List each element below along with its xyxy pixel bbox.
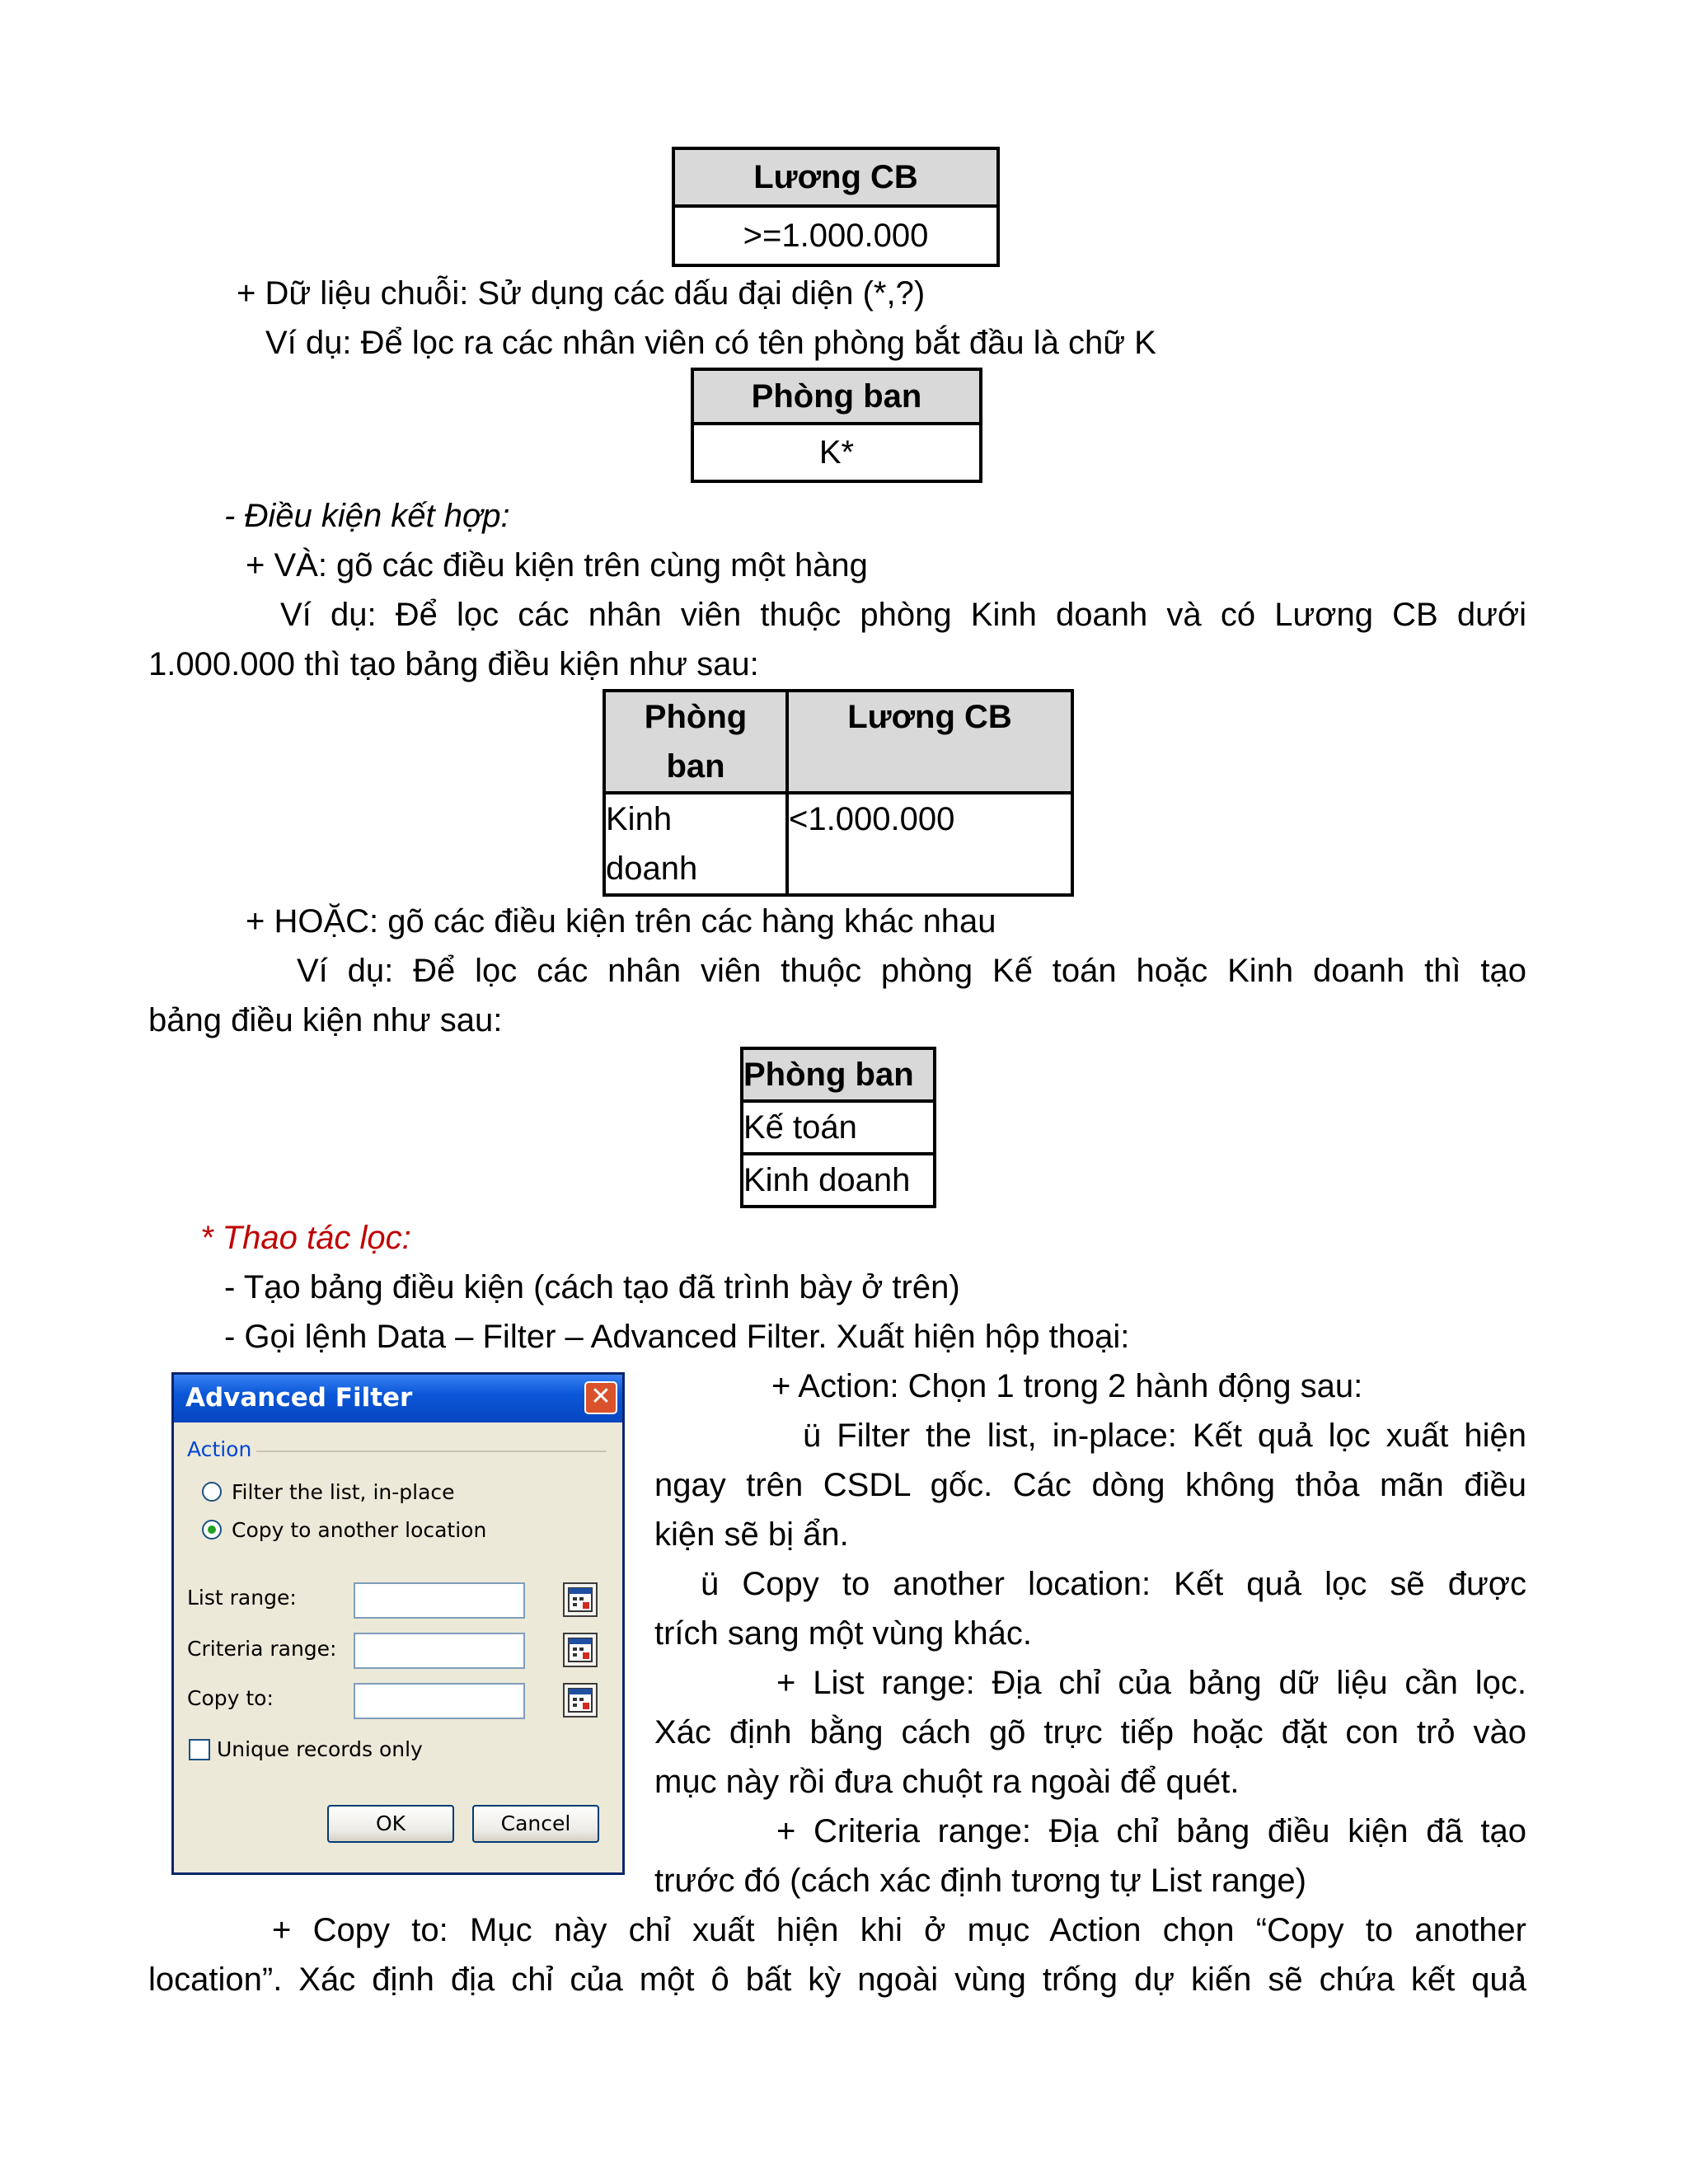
criteria-table-hoac: [740, 1047, 936, 1208]
advanced-filter-dialog: [171, 1372, 625, 1875]
group-divider: [256, 1451, 607, 1452]
text-line: + HOẶC: gõ các điều kiện trên các hàng khác nhau: [246, 903, 996, 940]
text-line: mục này rồi đưa chuột ra ngoài để quét.: [654, 1764, 1240, 1800]
criteria-range-input[interactable]: [354, 1633, 525, 1669]
text-line: location”. Xác định địa chỉ của một ô bất kỳ ngoài vùng trống dự kiến sẽ chứa kết quả: [148, 1961, 1526, 1998]
text-line: trích sang một vùng khác.: [654, 1615, 1033, 1652]
text-line: trước đó (cách xác định tương tự List range): [654, 1863, 1306, 1899]
close-icon[interactable]: ✕: [584, 1381, 617, 1414]
list-range-input[interactable]: [354, 1582, 525, 1619]
list-range-picker-icon[interactable]: [563, 1582, 598, 1617]
section-heading: - Điều kiện kết hợp:: [224, 498, 510, 534]
text-line: kiện sẽ bị ẩn.: [654, 1516, 849, 1553]
text-line: + VÀ: gõ các điều kiện trên cùng một hàng: [246, 547, 868, 583]
copy-to-label: Copy to:: [187, 1686, 274, 1710]
criteria-range-label: Criteria range:: [187, 1637, 337, 1661]
text-line: Ví dụ: Để lọc các nhân viên thuộc phòng Kinh doanh và có Lương CB dưới: [280, 597, 1526, 633]
cancel-button[interactable]: Cancel: [472, 1805, 599, 1843]
text-line: + Action: Chọn 1 trong 2 hành động sau:: [771, 1368, 1363, 1404]
cell-line: doanh: [606, 851, 698, 887]
text-line: ü Copy to another location: Kết quả lọc sẽ được: [701, 1566, 1526, 1602]
table-cell: <1.000.000: [787, 793, 1072, 895]
criteria-table-va: [603, 689, 1074, 897]
table-cell: Kế toán: [742, 1101, 935, 1154]
text-line: + Copy to: Mục này chỉ xuất hiện khi ở mục Action chọn “Copy to another: [272, 1912, 1526, 1948]
criteria-table-luong: [672, 147, 1000, 267]
header-line: ban: [666, 748, 725, 785]
copy-to-input[interactable]: [354, 1683, 525, 1719]
text-line: Ví dụ: Để lọc ra các nhân viên có tên phòng bắt đầu là chữ K: [265, 325, 1156, 361]
table-header: Lương CB: [787, 691, 1072, 793]
text-line: + Dữ liệu chuỗi: Sử dụng các dấu đại diện (*,?): [237, 275, 926, 312]
text-line: + Criteria range: Địa chỉ bảng điều kiện đã tạo: [776, 1813, 1526, 1849]
copy-to-picker-icon[interactable]: [563, 1683, 598, 1718]
radio-copy-to-location[interactable]: [202, 1520, 222, 1540]
radio-copy-to-location-label[interactable]: Copy to another location: [232, 1518, 487, 1542]
text-line: Ví dụ: Để lọc các nhân viên thuộc phòng Kế toán hoặc Kinh doanh thì tạo: [297, 953, 1526, 989]
table-cell: K*: [692, 424, 981, 481]
section-heading-thao-tac: * Thao tác lọc:: [200, 1220, 411, 1256]
action-group-label: Action: [187, 1437, 252, 1461]
table-header: [604, 691, 787, 793]
text-line: ü Filter the list, in-place: Kết quả lọc xuất hiện: [803, 1418, 1526, 1454]
table-cell: >=1.000.000: [673, 206, 998, 265]
radio-filter-in-place-label[interactable]: Filter the list, in-place: [232, 1480, 455, 1504]
unique-records-label[interactable]: Unique records only: [217, 1737, 423, 1761]
dialog-title: Advanced Filter: [185, 1383, 413, 1413]
ok-button[interactable]: OK: [327, 1805, 454, 1843]
text-line: bảng điều kiện như sau:: [148, 1002, 503, 1038]
radio-filter-in-place[interactable]: [202, 1482, 222, 1502]
text-line: ngay trên CSDL gốc. Các dòng không thỏa mãn điều: [654, 1467, 1526, 1503]
unique-records-checkbox[interactable]: [189, 1739, 210, 1760]
cell-line: Kinh: [606, 801, 673, 837]
header-line: Phòng: [644, 699, 748, 735]
criteria-table-phongban: [691, 368, 982, 483]
text-line: Xác định bằng cách gõ trực tiếp hoặc đặt con trỏ vào: [654, 1714, 1526, 1750]
criteria-range-picker-icon[interactable]: [563, 1633, 598, 1667]
table-cell: Kinh doanh: [742, 1154, 935, 1207]
text-line: 1.000.000 thì tạo bảng điều kiện như sau:: [148, 646, 759, 682]
text-line: + List range: Địa chỉ của bảng dữ liệu cần lọc.: [776, 1665, 1526, 1701]
list-range-label: List range:: [187, 1586, 297, 1610]
table-cell: [604, 793, 787, 895]
text-line: - Gọi lệnh Data – Filter – Advanced Filter. Xuất hiện hộp thoại:: [224, 1319, 1130, 1355]
table-header: Phòng ban: [742, 1048, 935, 1101]
table-header: Phòng ban: [692, 369, 981, 424]
dialog-title-bar[interactable]: [174, 1375, 622, 1422]
table-header: Lương CB: [673, 148, 998, 206]
text-line: - Tạo bảng điều kiện (cách tạo đã trình bày ở trên): [224, 1269, 960, 1305]
